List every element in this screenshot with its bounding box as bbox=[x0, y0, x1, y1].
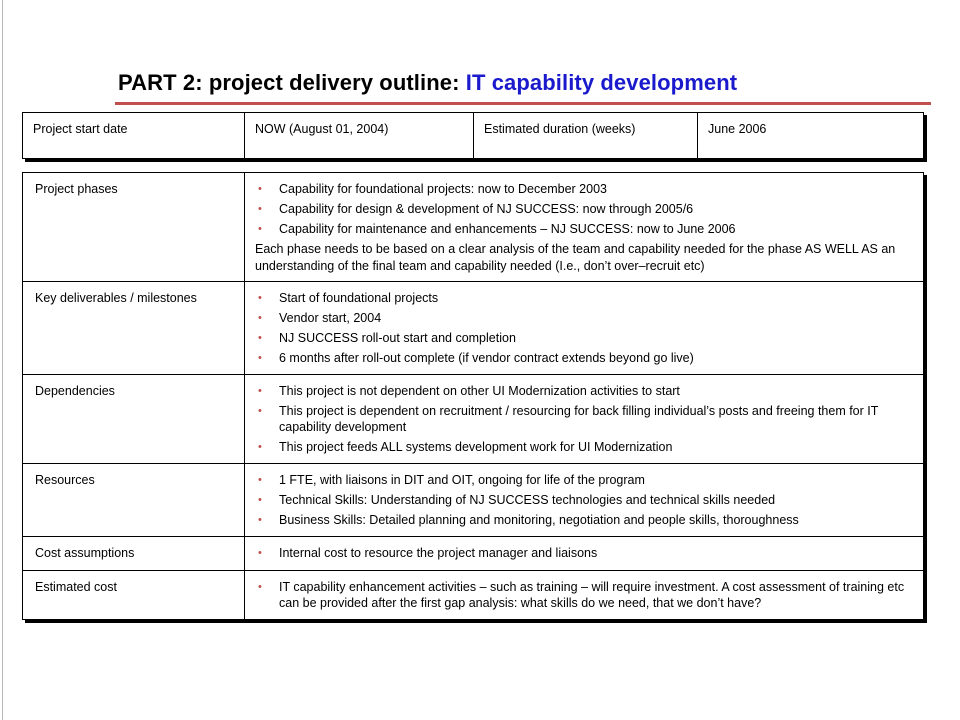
row-dependencies bbox=[23, 375, 923, 464]
phase-note: Each phase needs to be based on a clear analysis of the team and capability needed for the phase AS WELL AS an understanding of the final team and capability needed (I.e., don’t over–recruit etc) bbox=[255, 242, 896, 273]
row-content bbox=[245, 282, 923, 374]
project-outline-table bbox=[22, 172, 924, 620]
title-part-2: IT capability development bbox=[465, 70, 738, 95]
list-item: • Internal cost to resource the project manager and liaisons bbox=[255, 545, 913, 561]
page-title bbox=[118, 70, 737, 96]
list-item: • Vendor start, 2004 bbox=[255, 310, 913, 326]
bullet-list bbox=[255, 383, 913, 455]
project-header-table bbox=[22, 112, 924, 159]
row-content bbox=[245, 571, 923, 619]
start-date-label: Project start date bbox=[23, 113, 245, 158]
bullet-list bbox=[255, 545, 913, 561]
list-item: • This project feeds ALL systems development work for UI Modernization bbox=[255, 439, 913, 455]
list-item: • Capability for maintenance and enhancements – NJ SUCCESS: now to June 2006 bbox=[255, 221, 913, 237]
row-label: Resources bbox=[23, 464, 245, 536]
row-project-phases bbox=[23, 173, 923, 282]
start-date-value: NOW (August 01, 2004) bbox=[245, 113, 474, 158]
row-estimated-cost bbox=[23, 571, 923, 619]
title-underline bbox=[115, 102, 931, 105]
row-label: Project phases bbox=[23, 173, 245, 281]
list-item: • IT capability enhancement activities – such as training – will require investment. A cost assessment of training etc can be provided after the first gap analysis: what skills do we need, that we don’t have? bbox=[255, 579, 913, 611]
row-key-deliverables bbox=[23, 282, 923, 375]
list-item: • This project is not dependent on other UI Modernization activities to start bbox=[255, 383, 913, 399]
row-label: Key deliverables / milestones bbox=[23, 282, 245, 374]
row-content bbox=[245, 173, 923, 281]
list-item: • Capability for design & development of NJ SUCCESS: now through 2005/6 bbox=[255, 201, 913, 217]
bullet-list bbox=[255, 579, 913, 611]
list-item: • Start of foundational projects bbox=[255, 290, 913, 306]
left-border-line bbox=[2, 0, 3, 720]
list-item: • Capability for foundational projects: now to December 2003 bbox=[255, 181, 913, 197]
duration-value: June 2006 bbox=[708, 122, 767, 136]
row-resources bbox=[23, 464, 923, 537]
row-content bbox=[245, 464, 923, 536]
bullet-list bbox=[255, 290, 913, 366]
row-cost-assumptions bbox=[23, 537, 923, 571]
bullet-list bbox=[255, 472, 913, 528]
bullet-list bbox=[255, 181, 913, 237]
title-part-1: PART 2: project delivery outline: bbox=[118, 70, 466, 95]
list-item: • Business Skills: Detailed planning and monitoring, negotiation and people skills, thoroughness bbox=[255, 512, 913, 528]
list-item: • 6 months after roll-out complete (if vendor contract extends beyond go live) bbox=[255, 350, 913, 366]
row-content bbox=[245, 537, 923, 570]
row-label: Estimated cost bbox=[23, 571, 245, 619]
list-item: • NJ SUCCESS roll-out start and completion bbox=[255, 330, 913, 346]
list-item: • This project is dependent on recruitment / resourcing for back filling individual’s posts and freeing them for IT capability development bbox=[255, 403, 913, 435]
duration-label: Estimated duration (weeks) bbox=[474, 113, 698, 158]
list-item: • Technical Skills: Understanding of NJ SUCCESS technologies and technical skills needed bbox=[255, 492, 913, 508]
row-content bbox=[245, 375, 923, 463]
list-item: • 1 FTE, with liaisons in DIT and OIT, ongoing for life of the program bbox=[255, 472, 913, 488]
row-label: Cost assumptions bbox=[23, 537, 245, 570]
row-label: Dependencies bbox=[23, 375, 245, 463]
